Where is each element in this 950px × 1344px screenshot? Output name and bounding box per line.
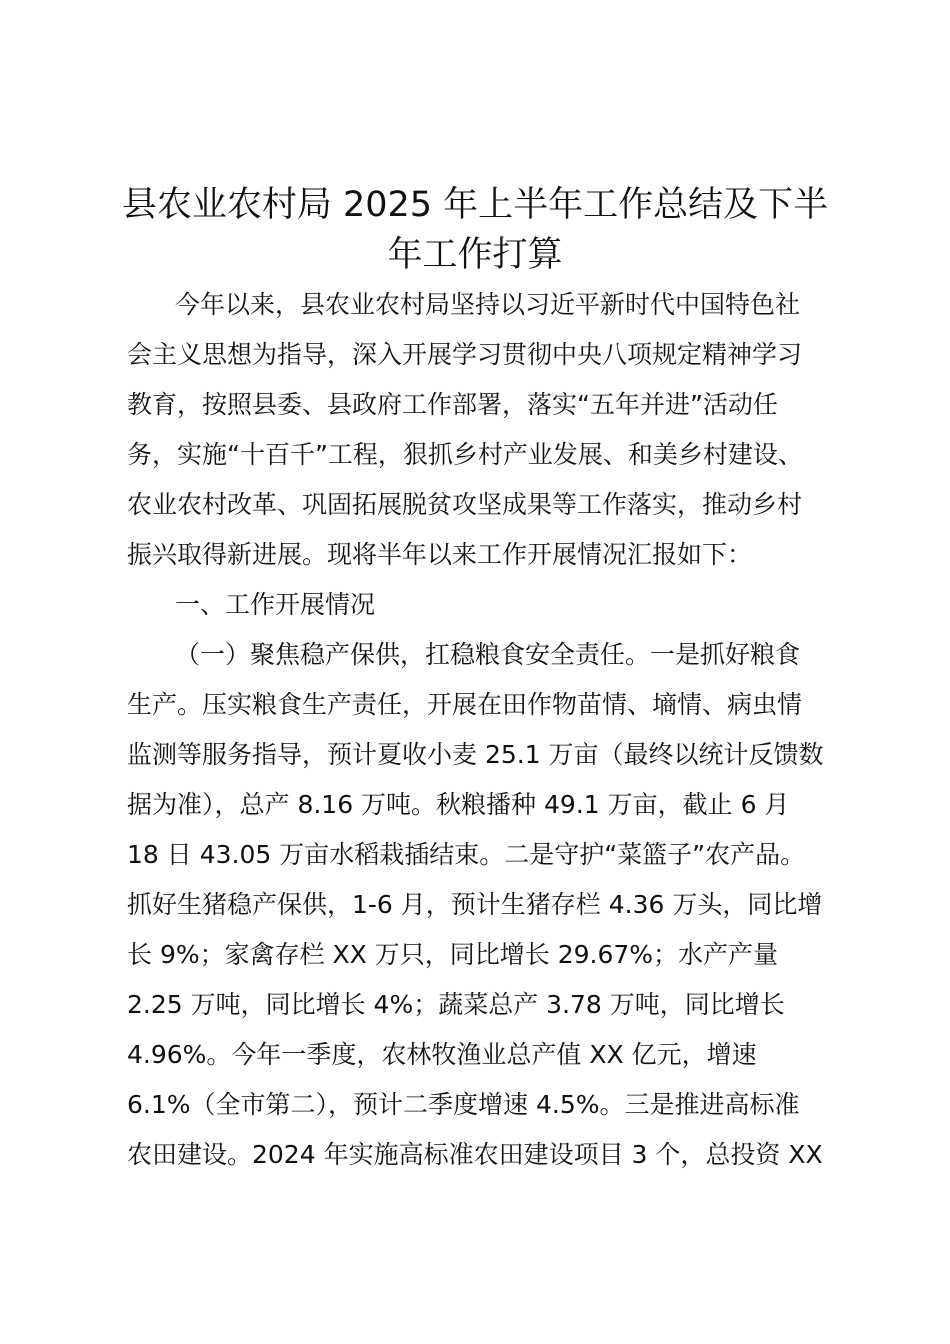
body-line: 农田建设。2024 年实施高标准农田建设项目 3 个，总投资 XX [127, 1140, 823, 1169]
body-line: 据为准），总产 8.16 万吨。秋粮播种 49.1 万亩，截止 6 月 [127, 790, 790, 819]
body-line: 抓好生猪稳产保供，1-6 月，预计生猪存栏 4.36 万头，同比增 [127, 890, 823, 919]
document-title-line-2: 年工作打算 [387, 235, 563, 275]
body-line: 今年以来，县农业农村局坚持以习近平新时代中国特色社 [175, 290, 801, 319]
body-line: （一）聚焦稳产保供，扛稳粮食安全责任。一是抓好粮食 [175, 640, 801, 669]
body-line: 4.96%。今年一季度，农林牧渔业总产值 XX 亿元，增速 [127, 1040, 757, 1069]
body-line: 振兴取得新进展。现将半年以来工作开展情况汇报如下： [127, 540, 753, 569]
body-line: 监测等服务指导，预计夏收小麦 25.1 万亩（最终以统计反馈数 [127, 740, 824, 769]
body-line: 2.25 万吨，同比增长 4%；蔬菜总产 3.78 万吨，同比增长 [127, 990, 785, 1019]
body-line: 6.1%（全市第二），预计二季度增速 4.5%。三是推进高标准 [127, 1090, 800, 1119]
body-line: 务，实施“十百千”工程，狠抓乡村产业发展、和美乡村建设、 [127, 440, 803, 469]
body-line: 会主义思想为指导，深入开展学习贯彻中央八项规定精神学习 [127, 340, 803, 369]
section-heading: 一、工作开展情况 [175, 590, 376, 619]
body-line: 长 9%；家禽存栏 XX 万只，同比增长 29.67%；水产产量 [127, 940, 779, 969]
body-line: 生产。压实粮食生产责任，开展在田作物苗情、墒情、病虫情 [127, 690, 803, 719]
body-line: 教育，按照县委、县政府工作部署，落实“五年并进”活动任 [127, 390, 778, 419]
document-title-line-1: 县农业农村局 2025 年上半年工作总结及下半 [121, 185, 829, 225]
body-line: 18 日 43.05 万亩水稻栽插结束。二是守护“菜篮子”农产品。 [127, 840, 806, 869]
body-line: 农业农村改革、巩固拓展脱贫攻坚成果等工作落实，推动乡村 [127, 490, 803, 519]
